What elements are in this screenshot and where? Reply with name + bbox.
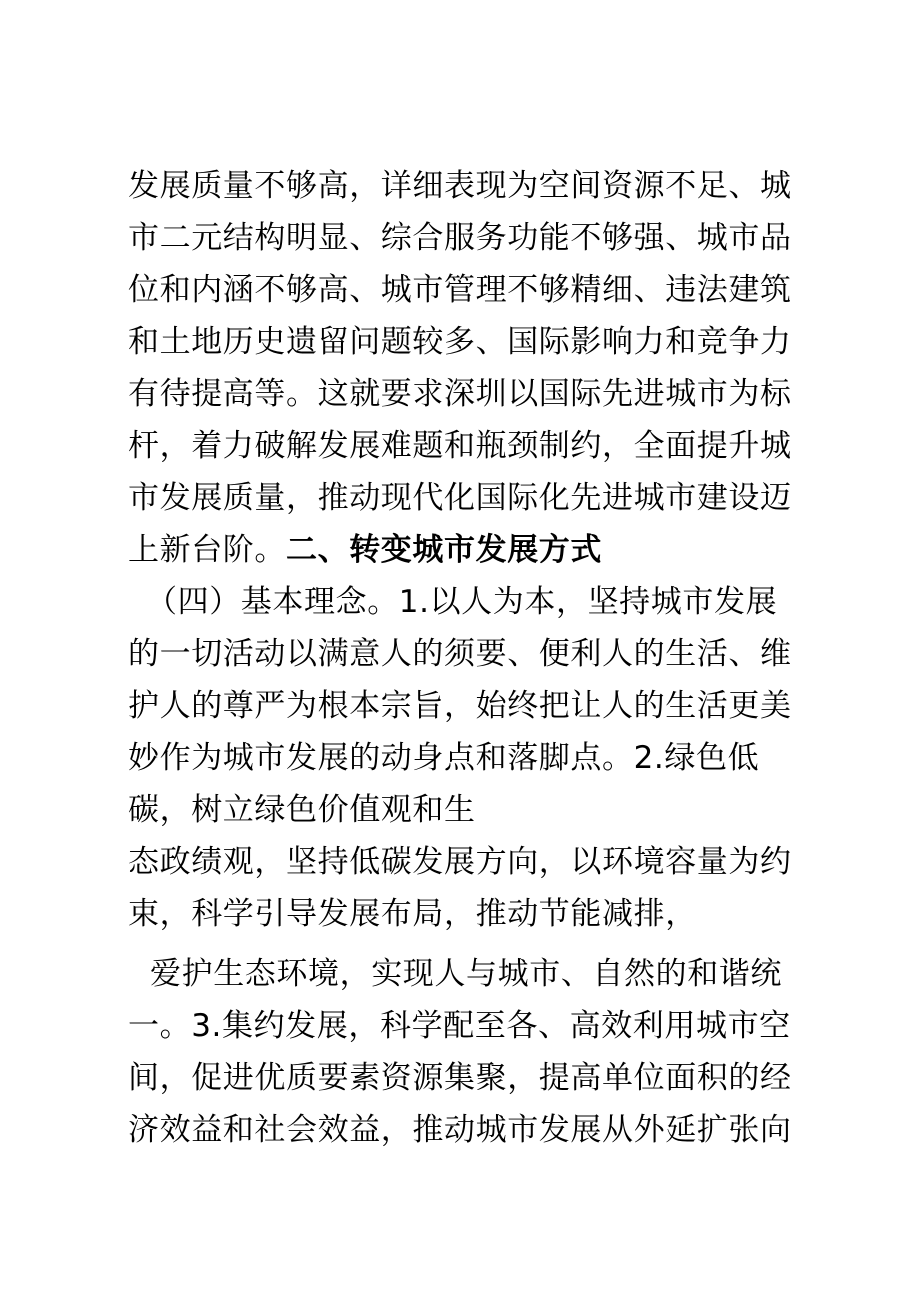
section-heading: 二、转变城市发展方式 (286, 532, 602, 568)
text-line: 一。3.集约发展，科学配至各、高效利用城市空 (128, 1008, 791, 1044)
text-line: 护人的尊严为根本宗旨，始终把让人的生活更美 (128, 688, 792, 724)
text-line: 和土地历史遗留问题较多、国际影响力和竞争力 (128, 324, 792, 360)
text-line: 市发展质量，推动现代化国际化先进城市建设迈 (128, 480, 792, 516)
text-line: 有待提高等。这就要求深圳以国际先进城市为标 (128, 376, 792, 412)
text-line: 市二元结构明显、综合服务功能不够强、城市品 (128, 220, 792, 256)
text-line: 杆，着力破解发展难题和瓶颈制约，全面提升城 (128, 428, 792, 464)
text-line: 发展质量不够高，详细表现为空间资源不足、城 (128, 168, 792, 204)
text-line: 态政绩观，坚持低碳发展方向，以环境容量为约 (128, 844, 792, 880)
text-line: 间，促进优质要素资源集聚，提高单位面积的经 (128, 1060, 792, 1096)
text-line: 碳，树立绿色价值观和生 (128, 792, 476, 828)
paragraph-start-line: 爱护生态环境，实现人与城市、自然的和谐统 (150, 956, 782, 992)
text-line: 济效益和社会效益，推动城市发展从外延扩张向 (128, 1112, 792, 1148)
text-line: 妙作为城市发展的动身点和落脚点。2.绿色低 (128, 740, 760, 776)
paragraph-start-line: （四）基本理念。1.以人为本，坚持城市发展 (146, 584, 778, 620)
text-line: 位和内涵不够高、城市管理不够精细、违法建筑 (128, 272, 792, 308)
text-segment: 上新台阶。 (128, 532, 286, 568)
text-line: 的一切活动以满意人的须要、便利人的生活、维 (128, 636, 792, 672)
text-line: 束，科学引导发展布局，推动节能减排， (128, 896, 697, 932)
text-line-with-heading (128, 528, 808, 572)
